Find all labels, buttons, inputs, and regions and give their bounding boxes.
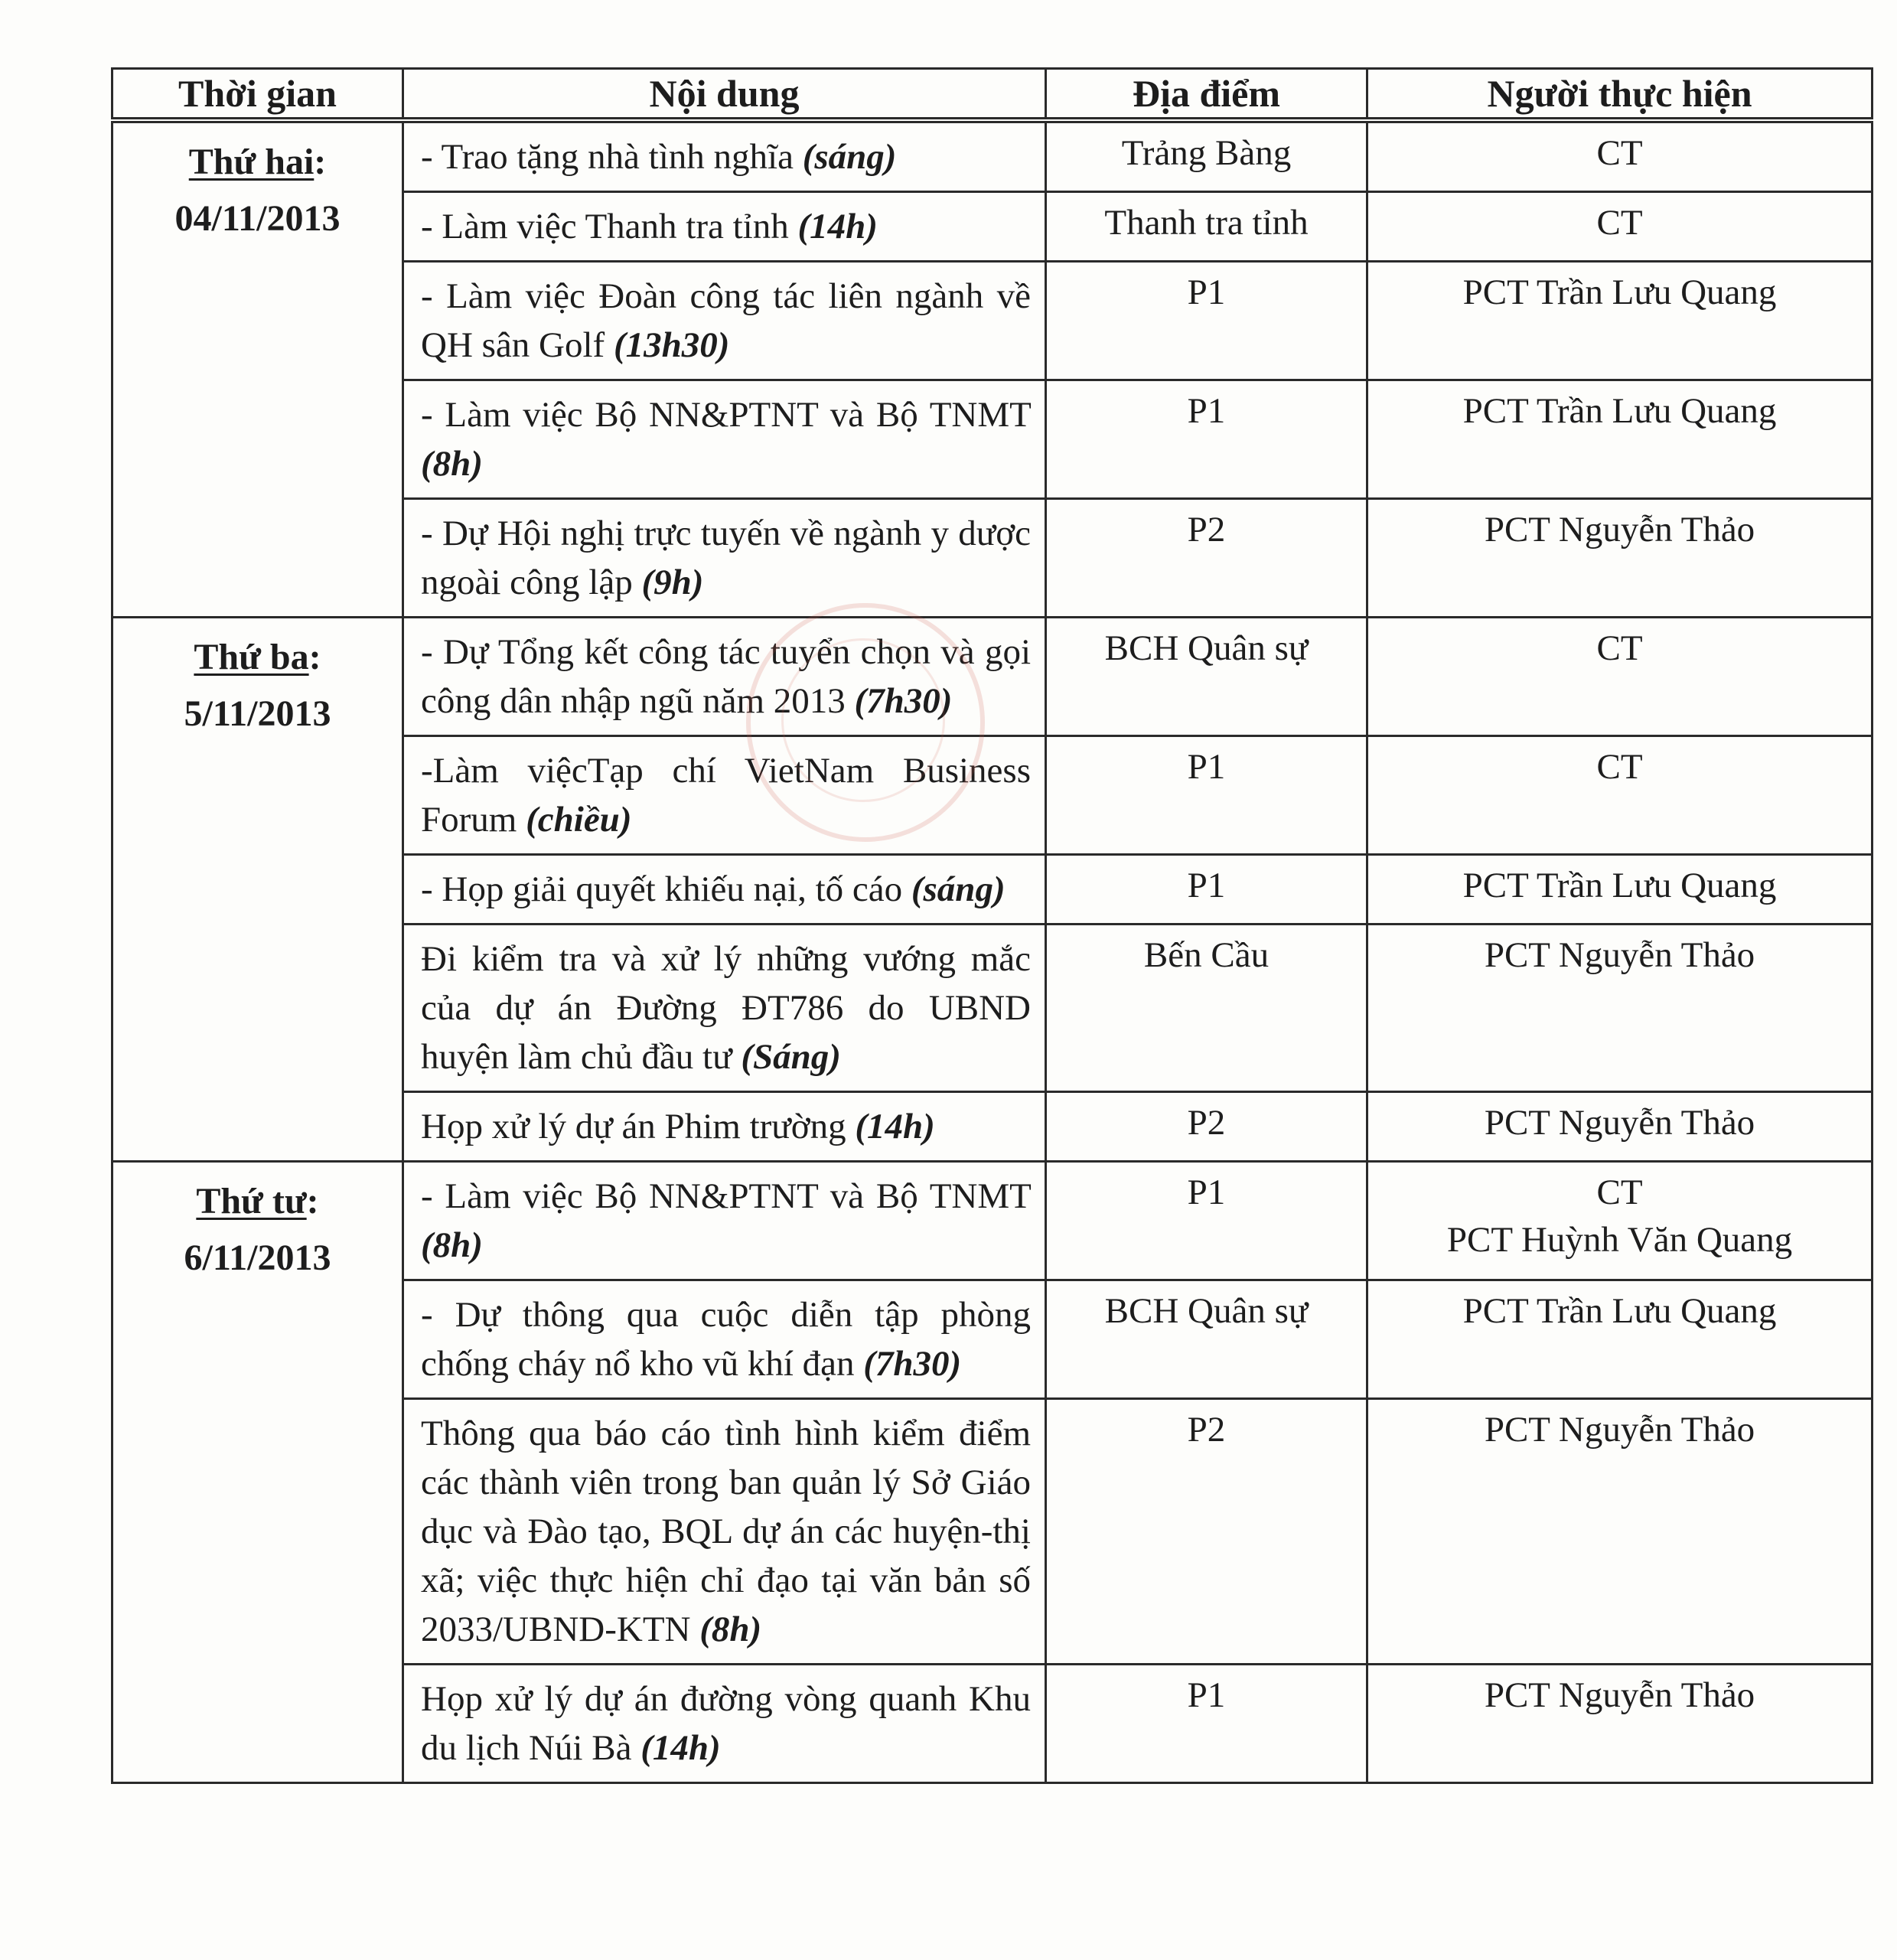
content-text: - Họp giải quyết khiếu nại, tố cáo [421, 869, 903, 909]
person-cell [1367, 1665, 1873, 1783]
content-time: (14h) [797, 207, 878, 246]
person-cell [1367, 925, 1873, 1092]
person-name: PCT Nguyễn Thảo [1484, 935, 1755, 975]
place-cell: P1 [1046, 855, 1367, 925]
day-date: 04/11/2013 [174, 198, 341, 239]
person-cell [1367, 192, 1873, 262]
person-name: PCT Trần Lưu Quang [1462, 391, 1777, 431]
day-date: 6/11/2013 [184, 1238, 331, 1278]
content-text: - Dự Tổng kết công tác tuyển chọn và gọi công dân nhập ngũ năm 2013 [421, 632, 1031, 721]
content-time: (sáng) [802, 137, 897, 177]
place-cell: P1 [1046, 262, 1367, 380]
day-colon: : [308, 637, 321, 677]
place-cell: P1 [1046, 1665, 1367, 1783]
day-cell [112, 618, 403, 1162]
schedule-table [111, 67, 1873, 1784]
content-time: (13h30) [613, 325, 730, 365]
person-cell [1367, 499, 1873, 618]
content-text: Đi kiểm tra và xử lý những vướng mắc của dự án Đường ĐT786 do UBND huyện làm chủ đầu tư [421, 939, 1031, 1077]
header-row [112, 69, 1873, 121]
place-cell: BCH Quân sự [1046, 618, 1367, 736]
person-name: CT [1596, 1172, 1643, 1212]
person-name: CT [1596, 628, 1643, 668]
person-cell [1367, 380, 1873, 499]
content-text: - Làm việc Bộ NN&PTNT và Bộ TNMT [421, 395, 1031, 435]
content-time: (14h) [640, 1728, 721, 1768]
person-cell [1367, 618, 1873, 736]
header-time: Thời gian [112, 69, 403, 121]
person-cell [1367, 120, 1873, 192]
person-name: CT [1596, 203, 1643, 243]
place-cell: P2 [1046, 1399, 1367, 1665]
place-cell: Thanh tra tỉnh [1046, 192, 1367, 262]
person-name: CT [1596, 133, 1643, 173]
person-cell [1367, 1162, 1873, 1280]
content-time: (8h) [421, 1225, 483, 1265]
content-cell [403, 192, 1046, 262]
content-text: - Dự thông qua cuộc diễn tập phòng chống cháy nổ kho vũ khí đạn [421, 1295, 1031, 1384]
content-cell [403, 380, 1046, 499]
place-cell: P1 [1046, 1162, 1367, 1280]
place-cell: P2 [1046, 499, 1367, 618]
person-name: PCT Nguyễn Thảo [1484, 1410, 1755, 1450]
content-cell [403, 736, 1046, 855]
content-time: (7h30) [863, 1344, 962, 1384]
content-cell [403, 1665, 1046, 1783]
person-cell [1367, 262, 1873, 380]
place-cell: P2 [1046, 1092, 1367, 1162]
content-cell [403, 855, 1046, 925]
place-cell: BCH Quân sự [1046, 1280, 1367, 1399]
content-text: Thông qua báo cáo tình hình kiểm điểm các thành viên trong ban quản lý Sở Giáo dục và Đào tạo, BQL dự án các huyện-thị xã; việc thực hiện chỉ đạo tại văn bản số 2033/UBND-KTN [421, 1414, 1031, 1649]
place-cell: P1 [1046, 736, 1367, 855]
person-cell [1367, 736, 1873, 855]
day-name: Thứ hai [188, 142, 315, 182]
content-time: (7h30) [854, 681, 953, 721]
content-time: (9h) [641, 563, 704, 602]
schedule-row [112, 618, 1873, 736]
day-colon: : [306, 1181, 319, 1221]
schedule-body [112, 120, 1873, 1783]
person-name: PCT Trần Lưu Quang [1462, 272, 1777, 312]
content-text: -Làm việcTạp chí VietNam Business Forum [421, 751, 1031, 840]
header-person: Người thực hiện [1367, 69, 1873, 121]
content-cell [403, 1092, 1046, 1162]
content-cell [403, 120, 1046, 192]
content-text: Họp xử lý dự án Phim trường [421, 1107, 846, 1146]
content-text: Họp xử lý dự án đường vòng quanh Khu du lịch Núi Bà [421, 1679, 1031, 1768]
day-cell [112, 1162, 403, 1783]
day-cell [112, 120, 403, 618]
day-date: 5/11/2013 [184, 693, 331, 734]
header-place: Địa điểm [1046, 69, 1367, 121]
content-time: (sáng) [911, 869, 1006, 909]
header-content: Nội dung [403, 69, 1046, 121]
content-text: - Làm việc Đoàn công tác liên ngành về QH sân Golf [421, 276, 1031, 365]
person-cell [1367, 1280, 1873, 1399]
content-time: (Sáng) [741, 1037, 841, 1077]
content-cell [403, 1399, 1046, 1665]
content-cell [403, 925, 1046, 1092]
day-name: Thứ tư [196, 1181, 307, 1221]
schedule-row [112, 120, 1873, 192]
person-name: PCT Trần Lưu Quang [1462, 1291, 1777, 1331]
content-time: (14h) [855, 1107, 935, 1146]
person-cell [1367, 1399, 1873, 1665]
content-text: - Trao tặng nhà tình nghĩa [421, 137, 794, 177]
person-name: PCT Nguyễn Thảo [1484, 1675, 1755, 1715]
person-name: PCT Nguyễn Thảo [1484, 1103, 1755, 1143]
content-text: - Làm việc Thanh tra tỉnh [421, 207, 789, 246]
place-cell: Trảng Bàng [1046, 120, 1367, 192]
content-text: - Dự Hội nghị trực tuyến về ngành y dược ngoài công lập [421, 514, 1031, 602]
content-cell [403, 1162, 1046, 1280]
place-cell: Bến Cầu [1046, 925, 1367, 1092]
schedule-sheet [111, 67, 1871, 1784]
content-cell [403, 499, 1046, 618]
content-text: - Làm việc Bộ NN&PTNT và Bộ TNMT [421, 1176, 1031, 1216]
content-cell [403, 1280, 1046, 1399]
place-cell: P1 [1046, 380, 1367, 499]
schedule-row [112, 1162, 1873, 1280]
person-name: PCT Huỳnh Văn Quang [1446, 1220, 1793, 1260]
person-name: CT [1596, 747, 1643, 787]
content-cell [403, 262, 1046, 380]
day-colon: : [314, 142, 327, 182]
person-name: PCT Nguyễn Thảo [1484, 510, 1755, 550]
person-cell [1367, 1092, 1873, 1162]
content-time: (8h) [421, 444, 483, 484]
person-name: PCT Trần Lưu Quang [1462, 866, 1777, 905]
content-time: (chiều) [526, 800, 632, 840]
day-name: Thứ ba [194, 637, 309, 677]
content-time: (8h) [699, 1609, 762, 1649]
person-cell [1367, 855, 1873, 925]
content-cell [403, 618, 1046, 736]
